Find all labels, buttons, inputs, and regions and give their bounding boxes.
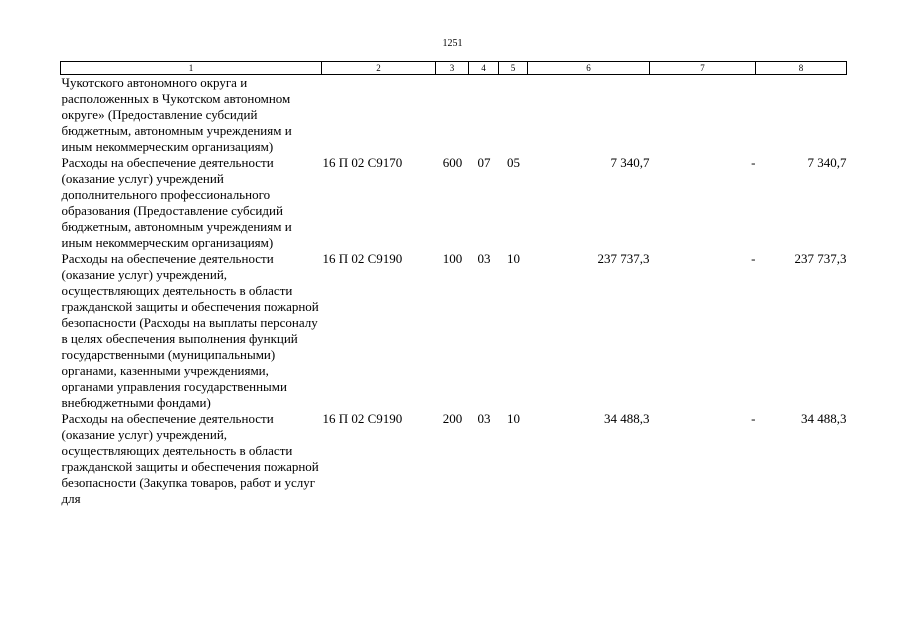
row-csr: 16 П 02 С9170 [322, 155, 403, 170]
row-rz: 03 [477, 251, 491, 266]
row-pr: 05 [507, 155, 520, 170]
row-name: Чукотского автономного округа и расположенных в Чукотском автономном округе» (Предоставление субсидий бюджетным, автономным учреждениям и иным некоммерческим организациям) [61, 75, 292, 154]
column-header-8: 8 [756, 62, 847, 75]
column-header-4: 4 [469, 62, 499, 75]
row-rz: 03 [477, 411, 491, 426]
row-sum: 237 737,3 [597, 251, 650, 266]
row-total [756, 75, 847, 156]
row-name: Расходы на обеспечение деятельности (оказание услуг) учреждений, осуществляющих деятельность в области гражданской защиты и обеспечения пожарной безопасности (Расходы на выплаты персоналу в целях обеспечения выполнения функций государственными (муниципальными) органами, казенными учреждениями, органами управления государственными внебюджетными фондами) [61, 251, 319, 410]
row-sum: 7 340,7 [610, 155, 650, 170]
row-sum: 34 488,3 [604, 411, 650, 426]
row-pr: 10 [507, 251, 520, 266]
column-header-6: 6 [528, 62, 650, 75]
page-number: 1251 [442, 38, 463, 49]
row-vr: 100 [442, 251, 463, 266]
row-total: 7 340,7 [807, 155, 847, 170]
row-vr [436, 75, 469, 156]
row-change: - [751, 251, 756, 266]
row-change: - [751, 411, 756, 426]
row-csr [322, 75, 436, 156]
row-pr [499, 75, 528, 156]
header-row [61, 62, 847, 75]
column-header-1: 1 [61, 62, 322, 75]
row-change: - [751, 155, 756, 170]
row-rz: 07 [477, 155, 491, 170]
table-row [61, 155, 847, 251]
table-row [61, 75, 847, 156]
row-name: Расходы на обеспечение деятельности (оказание услуг) учреждений дополнительного профессионального образования (Предоставление субсидий бюджетным, автономным учреждениям и иным некоммерческим организациям) [61, 155, 292, 250]
row-name: Расходы на обеспечение деятельности (оказание услуг) учреждений, осуществляющих деятельность в области гражданской защиты и обеспечения пожарной безопасности (Закупка товаров, работ и услуг для [61, 411, 319, 506]
budget-table [60, 61, 847, 507]
row-total: 237 737,3 [794, 251, 847, 266]
row-vr: 600 [442, 155, 463, 170]
row-rz [469, 75, 499, 156]
column-header-5: 5 [499, 62, 528, 75]
row-sum [528, 75, 650, 156]
row-pr: 10 [507, 411, 520, 426]
table-row [61, 411, 847, 507]
row-vr: 200 [442, 411, 463, 426]
row-total: 34 488,3 [801, 411, 847, 426]
table-row [61, 251, 847, 411]
column-header-7: 7 [650, 62, 756, 75]
row-csr: 16 П 02 С9190 [322, 251, 403, 266]
column-header-2: 2 [322, 62, 436, 75]
row-csr: 16 П 02 С9190 [322, 411, 403, 426]
column-header-3: 3 [436, 62, 469, 75]
row-change [650, 75, 756, 156]
